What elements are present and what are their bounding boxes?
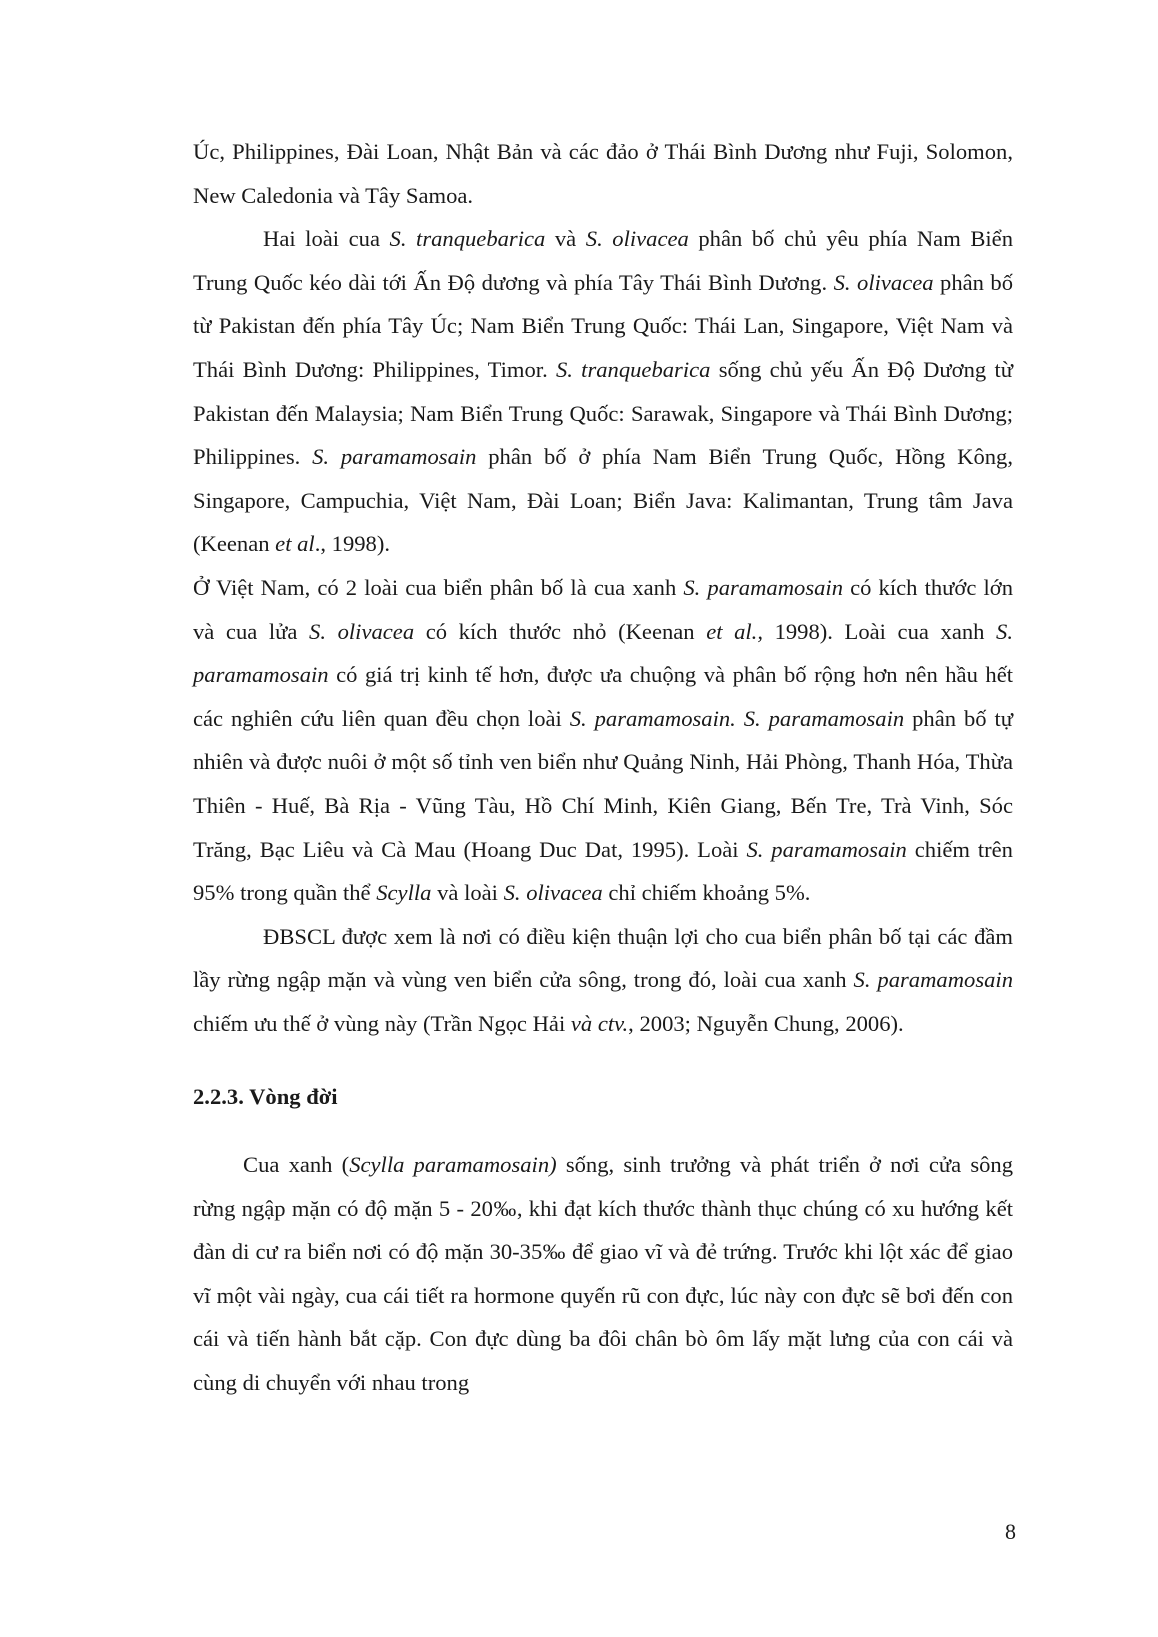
text-run: 1998). Loài cua xanh [762,618,997,644]
text-run: Cua xanh ( [243,1152,350,1178]
text-run: Úc, Philippines, Đài Loan, Nhật Bản và các đảo ở Thái Bình Dương như Fuji, Solomon, New Caledonia và Tây Samoa. [193,139,1013,208]
italic-text: S. olivacea [309,618,415,644]
italic-text: S. paramamosain [193,618,1013,688]
text-run: Hai loài cua [263,226,390,252]
text-run: phân bố tự nhiên và được nuôi ở một số tỉnh ven biển như Quảng Ninh, Hải Phòng, Thanh Hóa, Thừa Thiên - Huế, Bà Rịa - Vũng Tàu, Hồ Chí Minh, Kiên Giang, Bến Tre, Trà Vinh, Sóc Trăng, Bạc Liêu và Cà Mau (Hoang Duc Dat, 1995). Loài [193,705,1013,862]
text-run: chiếm ưu thế ở vùng này (Trần Ngọc Hải [193,1010,571,1036]
text-run: ĐBSCL được xem là nơi có điều kiện thuận lợi cho cua biển phân bố tại các đầm lầy rừng ngập mặn và vùng ven biển cửa sông, trong đó, loài cua xanh [193,923,1013,993]
paragraph-p1 [193,130,1013,217]
text-run: sống chủ yếu Ấn Độ Dương từ Pakistan đến Malaysia; Nam Biển Trung Quốc: Sarawak, Singapore và Thái Bình Dương; Philippines. [193,356,1013,470]
italic-text: và ctv. [570,1010,629,1036]
text-run: , 2003; Nguyễn Chung, 2006). [628,1010,904,1036]
text-run: chỉ chiếm khoảng 5%. [602,880,811,906]
section-heading: 2.2.3. Vòng đời [193,1084,338,1110]
page-number: 8 [1005,1519,1016,1544]
italic-text: S. paramamosain [853,967,1013,993]
paragraph-p5 [193,1143,1013,1405]
italic-text: Scylla paramamosain) [349,1152,557,1178]
italic-text: S. paramamosain [746,836,907,862]
italic-text: S. paramamosain [683,574,843,600]
paragraphs-before-heading [193,130,1013,1045]
text-run: có kích thước lớn và cua lửa [193,574,1014,644]
text-run: sống, sinh trưởng và phát triển ở nơi cửa sông rừng ngập mặn có độ mặn 5 - 20‰, khi đạt kích thước thành thục chúng có xu hướng kết đàn di cư ra biển nơi có độ mặn 30-35‰ để giao vĩ và đẻ trứng. Trước khi lột xác để giao vĩ một vài ngày, cua cái tiết ra hormone quyến rũ con đực, lúc này con đực sẽ bơi đến con cái và tiến hành bắt cặp. Con đực dùng ba đôi chân bò ôm lấy mặt lưng của con cái và cùng di chuyển với nhau trong [193,1152,1014,1396]
body-text [193,130,1013,1405]
text-run: và loài [431,880,504,906]
text-run: phân bố chủ yêu phía Nam Biển Trung Quốc kéo dài tới Ấn Độ dương và phía Tây Thái Bình Dương. [193,226,1013,295]
paragraph-p3 [193,566,1013,915]
italic-text: S. paramamosain. S. paramamosain [569,705,905,731]
text-run: và [545,226,586,252]
italic-text: S. olivacea [833,269,934,295]
paragraph-p2 [193,217,1013,566]
italic-text: S. paramamosain [312,444,477,470]
italic-text: et al., [706,618,763,644]
text-run: có kích thước nhỏ (Keenan [414,618,707,644]
paragraph-p4 [193,915,1013,1046]
text-run: chiếm trên 95% trong quần thể [193,836,1013,906]
text-run: phân bố từ Pakistan đến phía Tây Úc; Nam Biển Trung Quốc: Thái Lan, Singapore, Việt Nam và Thái Bình Dương: Philippines, Timor. [193,269,1014,382]
text-run: phân bố ở phía Nam Biển Trung Quốc, Hồng Kông, Singapore, Campuchia, Việt Nam, Đài Loan; Biển Java: Kalimantan, Trung tâm Java (Keenan [193,444,1013,557]
italic-text: Scylla [376,880,432,906]
text-run: có giá trị kinh tế hơn, được ưa chuộng và phân bố rộng hơn nên hầu hết các nghiên cứu liên quan đều chọn loài [193,662,1013,731]
italic-text: S. olivacea [503,880,603,906]
italic-text: S. olivacea [585,226,689,252]
italic-text: et al [275,531,315,557]
text-run: Ở Việt Nam, có 2 loài cua biển phân bố là cua xanh [193,574,684,600]
italic-text: S. tranquebarica [389,226,546,252]
text-run: ., 1998). [314,531,391,557]
paragraphs-after-heading [193,1143,1013,1405]
italic-text: S. tranquebarica [555,356,711,382]
